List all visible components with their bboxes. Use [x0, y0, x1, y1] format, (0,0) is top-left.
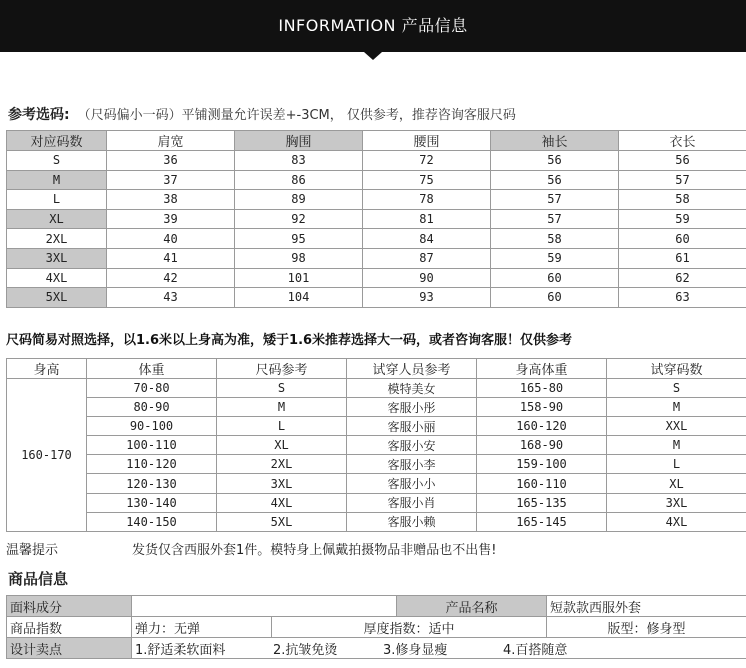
ref-cell: 70-80: [87, 379, 217, 398]
size-value-cell: 104: [235, 288, 363, 308]
size-value-cell: 62: [619, 268, 746, 288]
size-value-cell: 84: [363, 229, 491, 249]
size-code-cell: 3XL: [7, 248, 107, 268]
ref-cell: 110-120: [87, 455, 217, 474]
ref-row: [7, 493, 746, 512]
product-info-table: [6, 595, 746, 659]
ref-cell: 100-110: [87, 436, 217, 455]
ref-cell: XXL: [607, 417, 746, 436]
product-info-title: 商品信息: [8, 570, 69, 588]
size-section-note: （尺码偏小一码）平铺测量允许误差+-3CM， 仅供参考，推荐咨询客服尺码: [77, 108, 516, 123]
ref-cell: 80-90: [87, 398, 217, 417]
size-row: [7, 288, 746, 308]
ref-cell: 5XL: [217, 512, 347, 531]
size-value-cell: 56: [491, 151, 619, 171]
design-label: 设计卖点: [7, 638, 132, 659]
size-value-cell: 58: [619, 190, 746, 210]
ref-cell: 159-100: [477, 455, 607, 474]
size-value-cell: 95: [235, 229, 363, 249]
ref-cell: 90-100: [87, 417, 217, 436]
size-value-cell: 56: [619, 151, 746, 171]
size-code-cell: L: [7, 190, 107, 210]
size-col-header: 肩宽: [107, 131, 235, 151]
size-value-cell: 72: [363, 151, 491, 171]
size-value-cell: 37: [107, 170, 235, 190]
ref-cell: 客服小赖: [347, 512, 477, 531]
ref-col-header: 试穿码数: [607, 359, 746, 379]
size-code-cell: 5XL: [7, 288, 107, 308]
size-value-cell: 81: [363, 209, 491, 229]
size-section-title: 参考选码:: [8, 107, 70, 123]
size-section-heading: [8, 104, 516, 124]
size-table: [6, 130, 746, 308]
ref-cell: M: [607, 398, 746, 417]
design-point: 1.舒适柔软面料: [135, 642, 226, 658]
ref-col-header: 身高体重: [477, 359, 607, 379]
ref-cell: 3XL: [607, 493, 746, 512]
size-value-cell: 93: [363, 288, 491, 308]
size-col-header: 胸围: [235, 131, 363, 151]
ref-cell: S: [217, 379, 347, 398]
size-col-header: 腰围: [363, 131, 491, 151]
ref-cell: L: [217, 417, 347, 436]
ref-cell: 客服小安: [347, 436, 477, 455]
ref-cell: S: [607, 379, 746, 398]
size-col-header: 袖长: [491, 131, 619, 151]
ref-cell: XL: [607, 474, 746, 493]
size-code-cell: S: [7, 151, 107, 171]
size-value-cell: 41: [107, 248, 235, 268]
ref-cell: M: [607, 436, 746, 455]
ref-table-header: [7, 359, 746, 379]
size-value-cell: 57: [491, 190, 619, 210]
ref-row: [7, 512, 746, 531]
ref-cell: 客服小肖: [347, 493, 477, 512]
name-value: 短款款西服外套: [547, 596, 746, 617]
size-row: [7, 190, 746, 210]
size-value-cell: 39: [107, 209, 235, 229]
design-point: 2.抗皱免烫: [273, 642, 338, 658]
size-value-cell: 101: [235, 268, 363, 288]
ref-cell: 4XL: [607, 512, 746, 531]
ref-cell: 130-140: [87, 493, 217, 512]
ref-cell: M: [217, 398, 347, 417]
size-value-cell: 59: [619, 209, 746, 229]
size-row: [7, 268, 746, 288]
ref-row: [7, 474, 746, 493]
info-row-fabric: [7, 596, 746, 617]
size-value-cell: 92: [235, 209, 363, 229]
size-value-cell: 78: [363, 190, 491, 210]
fit-value: 版型：修身型: [547, 617, 746, 638]
ref-col-header: 试穿人员参考: [347, 359, 477, 379]
header-title: INFORMATION 产品信息: [278, 16, 468, 35]
size-col-header: 衣长: [619, 131, 746, 151]
fabric-label: 面料成分: [7, 596, 132, 617]
size-row: [7, 248, 746, 268]
ref-row: [7, 455, 746, 474]
size-value-cell: 60: [491, 288, 619, 308]
size-value-cell: 36: [107, 151, 235, 171]
elasticity-value: 弹力：无弹: [132, 617, 272, 638]
size-value-cell: 63: [619, 288, 746, 308]
design-points: [132, 638, 746, 659]
ref-col-header: 尺码参考: [217, 359, 347, 379]
size-value-cell: 89: [235, 190, 363, 210]
ref-cell: 158-90: [477, 398, 607, 417]
size-value-cell: 75: [363, 170, 491, 190]
ref-cell: 3XL: [217, 474, 347, 493]
size-row: [7, 170, 746, 190]
size-value-cell: 87: [363, 248, 491, 268]
size-value-cell: 57: [491, 209, 619, 229]
ref-cell: 165-145: [477, 512, 607, 531]
height-range-cell: 160-170: [7, 379, 87, 532]
size-row: [7, 229, 746, 249]
size-value-cell: 98: [235, 248, 363, 268]
ref-cell: 160-110: [477, 474, 607, 493]
ref-cell: 140-150: [87, 512, 217, 531]
ref-row: [7, 417, 746, 436]
size-value-cell: 56: [491, 170, 619, 190]
ref-row: [7, 436, 746, 455]
ref-cell: 4XL: [217, 493, 347, 512]
ref-col-header: 体重: [87, 359, 217, 379]
size-row: [7, 209, 746, 229]
ref-cell: 120-130: [87, 474, 217, 493]
size-value-cell: 59: [491, 248, 619, 268]
info-row-design: [7, 638, 746, 659]
size-value-cell: 43: [107, 288, 235, 308]
size-row: [7, 151, 746, 171]
size-value-cell: 83: [235, 151, 363, 171]
ref-cell: 客服小李: [347, 455, 477, 474]
ref-cell: 2XL: [217, 455, 347, 474]
ref-cell: L: [607, 455, 746, 474]
ref-row: [7, 398, 746, 417]
fabric-value: [132, 596, 397, 617]
name-label: 产品名称: [397, 596, 547, 617]
size-value-cell: 60: [491, 268, 619, 288]
size-value-cell: 38: [107, 190, 235, 210]
size-value-cell: 86: [235, 170, 363, 190]
size-code-cell: 4XL: [7, 268, 107, 288]
size-value-cell: 40: [107, 229, 235, 249]
size-value-cell: 60: [619, 229, 746, 249]
ref-col-header: 身高: [7, 359, 87, 379]
ref-cell: 客服小彤: [347, 398, 477, 417]
tip-label: 温馨提示: [6, 543, 59, 558]
ref-cell: 模特美女: [347, 379, 477, 398]
ref-row: [7, 379, 746, 398]
ref-table: [6, 358, 746, 532]
ref-cell: XL: [217, 436, 347, 455]
ref-cell: 165-80: [477, 379, 607, 398]
ref-cell: 160-120: [477, 417, 607, 436]
size-code-cell: 2XL: [7, 229, 107, 249]
ref-cell: 168-90: [477, 436, 607, 455]
size-col-header: 对应码数: [7, 131, 107, 151]
size-value-cell: 57: [619, 170, 746, 190]
size-code-cell: XL: [7, 209, 107, 229]
size-code-cell: M: [7, 170, 107, 190]
size-value-cell: 61: [619, 248, 746, 268]
ref-cell: 客服小小: [347, 474, 477, 493]
size-value-cell: 90: [363, 268, 491, 288]
tip-text: 发货仅含西服外套1件。模特身上佩戴拍摄物品非赠品也不出售!: [132, 543, 497, 558]
thickness-value: 厚度指数：适中: [272, 617, 547, 638]
size-value-cell: 58: [491, 229, 619, 249]
design-point: 3.修身显瘦: [383, 642, 448, 658]
ref-banner: 尺码简易对照选择，以1.6米以上身高为准，矮于1.6米推荐选择大一码，或者咨询客服！仅供参考: [6, 333, 573, 348]
design-point: 4.百搭随意: [503, 642, 568, 658]
ref-cell: 165-135: [477, 493, 607, 512]
info-row-index: [7, 617, 746, 638]
size-table-header: [7, 131, 746, 151]
ref-cell: 客服小丽: [347, 417, 477, 436]
size-value-cell: 42: [107, 268, 235, 288]
header-notch: [364, 52, 382, 60]
index-label: 商品指数: [7, 617, 132, 638]
